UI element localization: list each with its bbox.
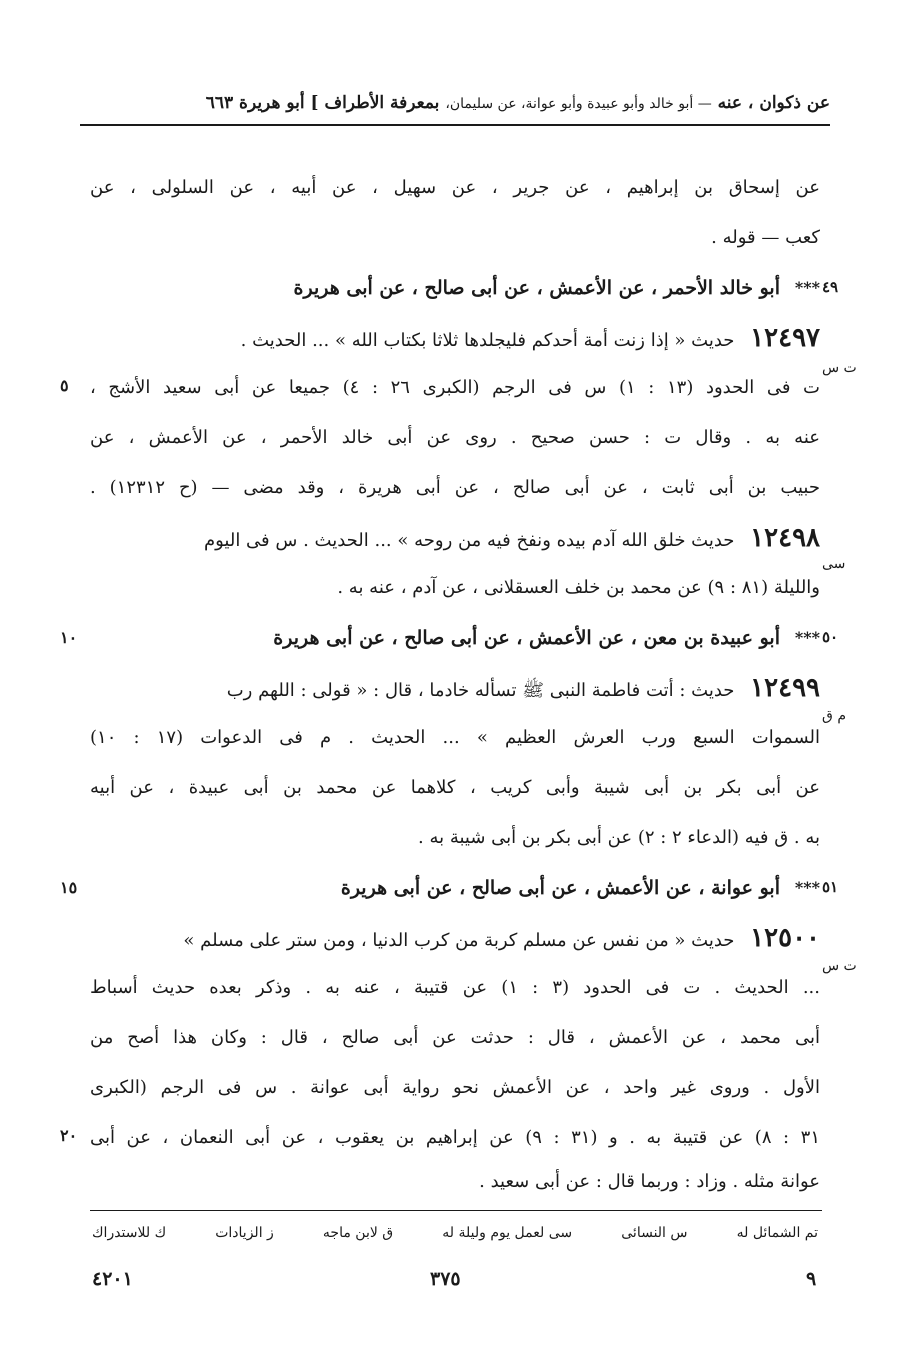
chain-number: ٥٠ <box>822 628 839 646</box>
text-line: عوانة مثله . وزاد : وربما قال : عن أبى سعيد . <box>479 1171 820 1192</box>
text-line: الأول . وروى غير واحد ، عن الأعمش نحو رواية أبى عوانة . س فى الرجم (الكبرى <box>90 1077 820 1098</box>
header-middle: — أبو خالد وأبو عبيدة وأبو عوانة، عن سليمان، <box>445 96 712 112</box>
siglum: م ق <box>822 708 846 724</box>
hadith-number: ١٢٤٩٧ <box>750 323 820 353</box>
hadith-text: حديث « من نفس عن مسلم كربة من كرب الدنيا ، ومن ستر على مسلم » <box>183 930 735 951</box>
siglum: ت س <box>822 360 857 376</box>
text-line: عن إسحاق بن إبراهيم ، عن جرير ، عن سهيل ، عن أبيه ، عن السلولى ، عن <box>90 177 820 198</box>
header-left: بمعرفة الأطراف ] أبو هريرة ٦٦٣ <box>205 93 440 113</box>
sigla-key-item: تم الشمائل له <box>736 1225 818 1241</box>
header-rule <box>80 124 830 126</box>
text-line: السموات السبع ورب العرش العظيم » ... الحديث . م فى الدعوات (١٧ : ١٠) <box>90 727 820 748</box>
chain-stars: *** <box>794 878 820 897</box>
siglum: سى <box>822 556 846 572</box>
folio-right: ٩ <box>806 1268 817 1290</box>
text-line: أبى محمد ، عن الأعمش ، قال : حدثت عن أبى صالح ، قال : وكان هذا أصح من <box>90 1027 820 1048</box>
folio-left: ٤٢٠١ <box>92 1268 133 1290</box>
header-right: عن ذكوان ، عنه <box>717 93 830 113</box>
chain-stars: *** <box>794 278 820 297</box>
page-number: ٣٧٥ <box>430 1268 461 1290</box>
hadith-line <box>90 922 820 954</box>
sigla-key-item: ز الزيادات <box>215 1225 274 1241</box>
text-line: عن أبى بكر بن أبى شيبة وأبى كريب ، كلاهما عن محمد بن أبى عبيدة ، عن أبيه <box>90 777 820 798</box>
line-number: ٢٠ <box>60 1126 78 1145</box>
line-number: ١٠ <box>60 628 78 647</box>
text-line: كعب — قوله . <box>711 227 820 248</box>
siglum: ت س <box>822 958 857 974</box>
hadith-text: حديث : أتت فاطمة النبى ﷺ تسأله خادما ، قال : « قولى : اللهم رب <box>226 680 735 701</box>
hadith-number: ١٢٥٠٠ <box>750 923 820 953</box>
hadith-text: حديث خلق الله آدم بيده ونفخ فيه من روحه » ... الحديث . س فى اليوم <box>203 530 735 551</box>
hadith-number: ١٢٤٩٩ <box>750 673 820 703</box>
chain-number: ٤٩ <box>822 278 839 296</box>
hadith-line <box>90 322 820 354</box>
isnad-heading: أبو عوانة ، عن الأعمش ، عن أبى صالح ، عن أبى هريرة <box>340 877 780 899</box>
sigla-key-item: ك للاستدراك <box>92 1225 167 1241</box>
text-line: ... الحديث . ت فى الحدود (٣ : ١) عن قتيبة ، عنه به . وذكر بعده حديث أسباط <box>90 977 820 998</box>
isnad-heading: أبو عبيدة بن معن ، عن الأعمش ، عن أبى صالح ، عن أبى هريرة <box>273 627 780 649</box>
chain-number: ٥١ <box>822 878 839 896</box>
isnad-heading: أبو خالد الأحمر ، عن الأعمش ، عن أبى صالح ، عن أبى هريرة <box>293 277 780 299</box>
line-number: ٥ <box>60 376 69 395</box>
footnote-rule <box>90 1210 822 1211</box>
hadith-number: ١٢٤٩٨ <box>750 523 820 553</box>
text-line: ت فى الحدود (١٣ : ١) س فى الرجم (الكبرى ٢٦ : ٤) جميعا عن أبى سعيد الأشج ، <box>90 377 820 398</box>
text-line: عنه به . وقال ت : حسن صحيح . روى عن أبى خالد الأحمر ، عن الأعمش ، عن <box>90 427 820 448</box>
hadith-line <box>90 522 820 554</box>
text-line: والليلة (٨١ : ٩) عن محمد بن خلف العسقلانى ، عن آدم ، عنه به . <box>337 577 820 598</box>
chain-stars: *** <box>794 628 820 647</box>
hadith-line <box>90 672 820 704</box>
running-header <box>80 86 830 120</box>
hadith-text: حديث « إذا زنت أمة أحدكم فليجلدها ثلاثا بكتاب الله » ... الحديث . <box>240 330 735 351</box>
sigla-key-item: سى لعمل يوم وليلة له <box>442 1225 573 1241</box>
text-line: حبيب بن أبى ثابت ، عن أبى صالح ، عن أبى هريرة ، وقد مضى — (ح ١٢٣١٢) . <box>90 477 820 498</box>
sigla-key <box>90 1218 820 1248</box>
text-line: ٣١ : ٨) عن قتيبة به . و (٣١ : ٩) عن إبراهيم بن يعقوب ، عن أبى النعمان ، عن أبى <box>90 1127 820 1148</box>
line-number: ١٥ <box>60 878 78 897</box>
sigla-key-item: ق لابن ماجه <box>322 1225 394 1241</box>
sigla-key-item: س النسائى <box>621 1225 688 1241</box>
text-line: به . ق فيه (الدعاء ٢ : ٢) عن أبى بكر بن أبى شيبة به . <box>418 827 820 848</box>
